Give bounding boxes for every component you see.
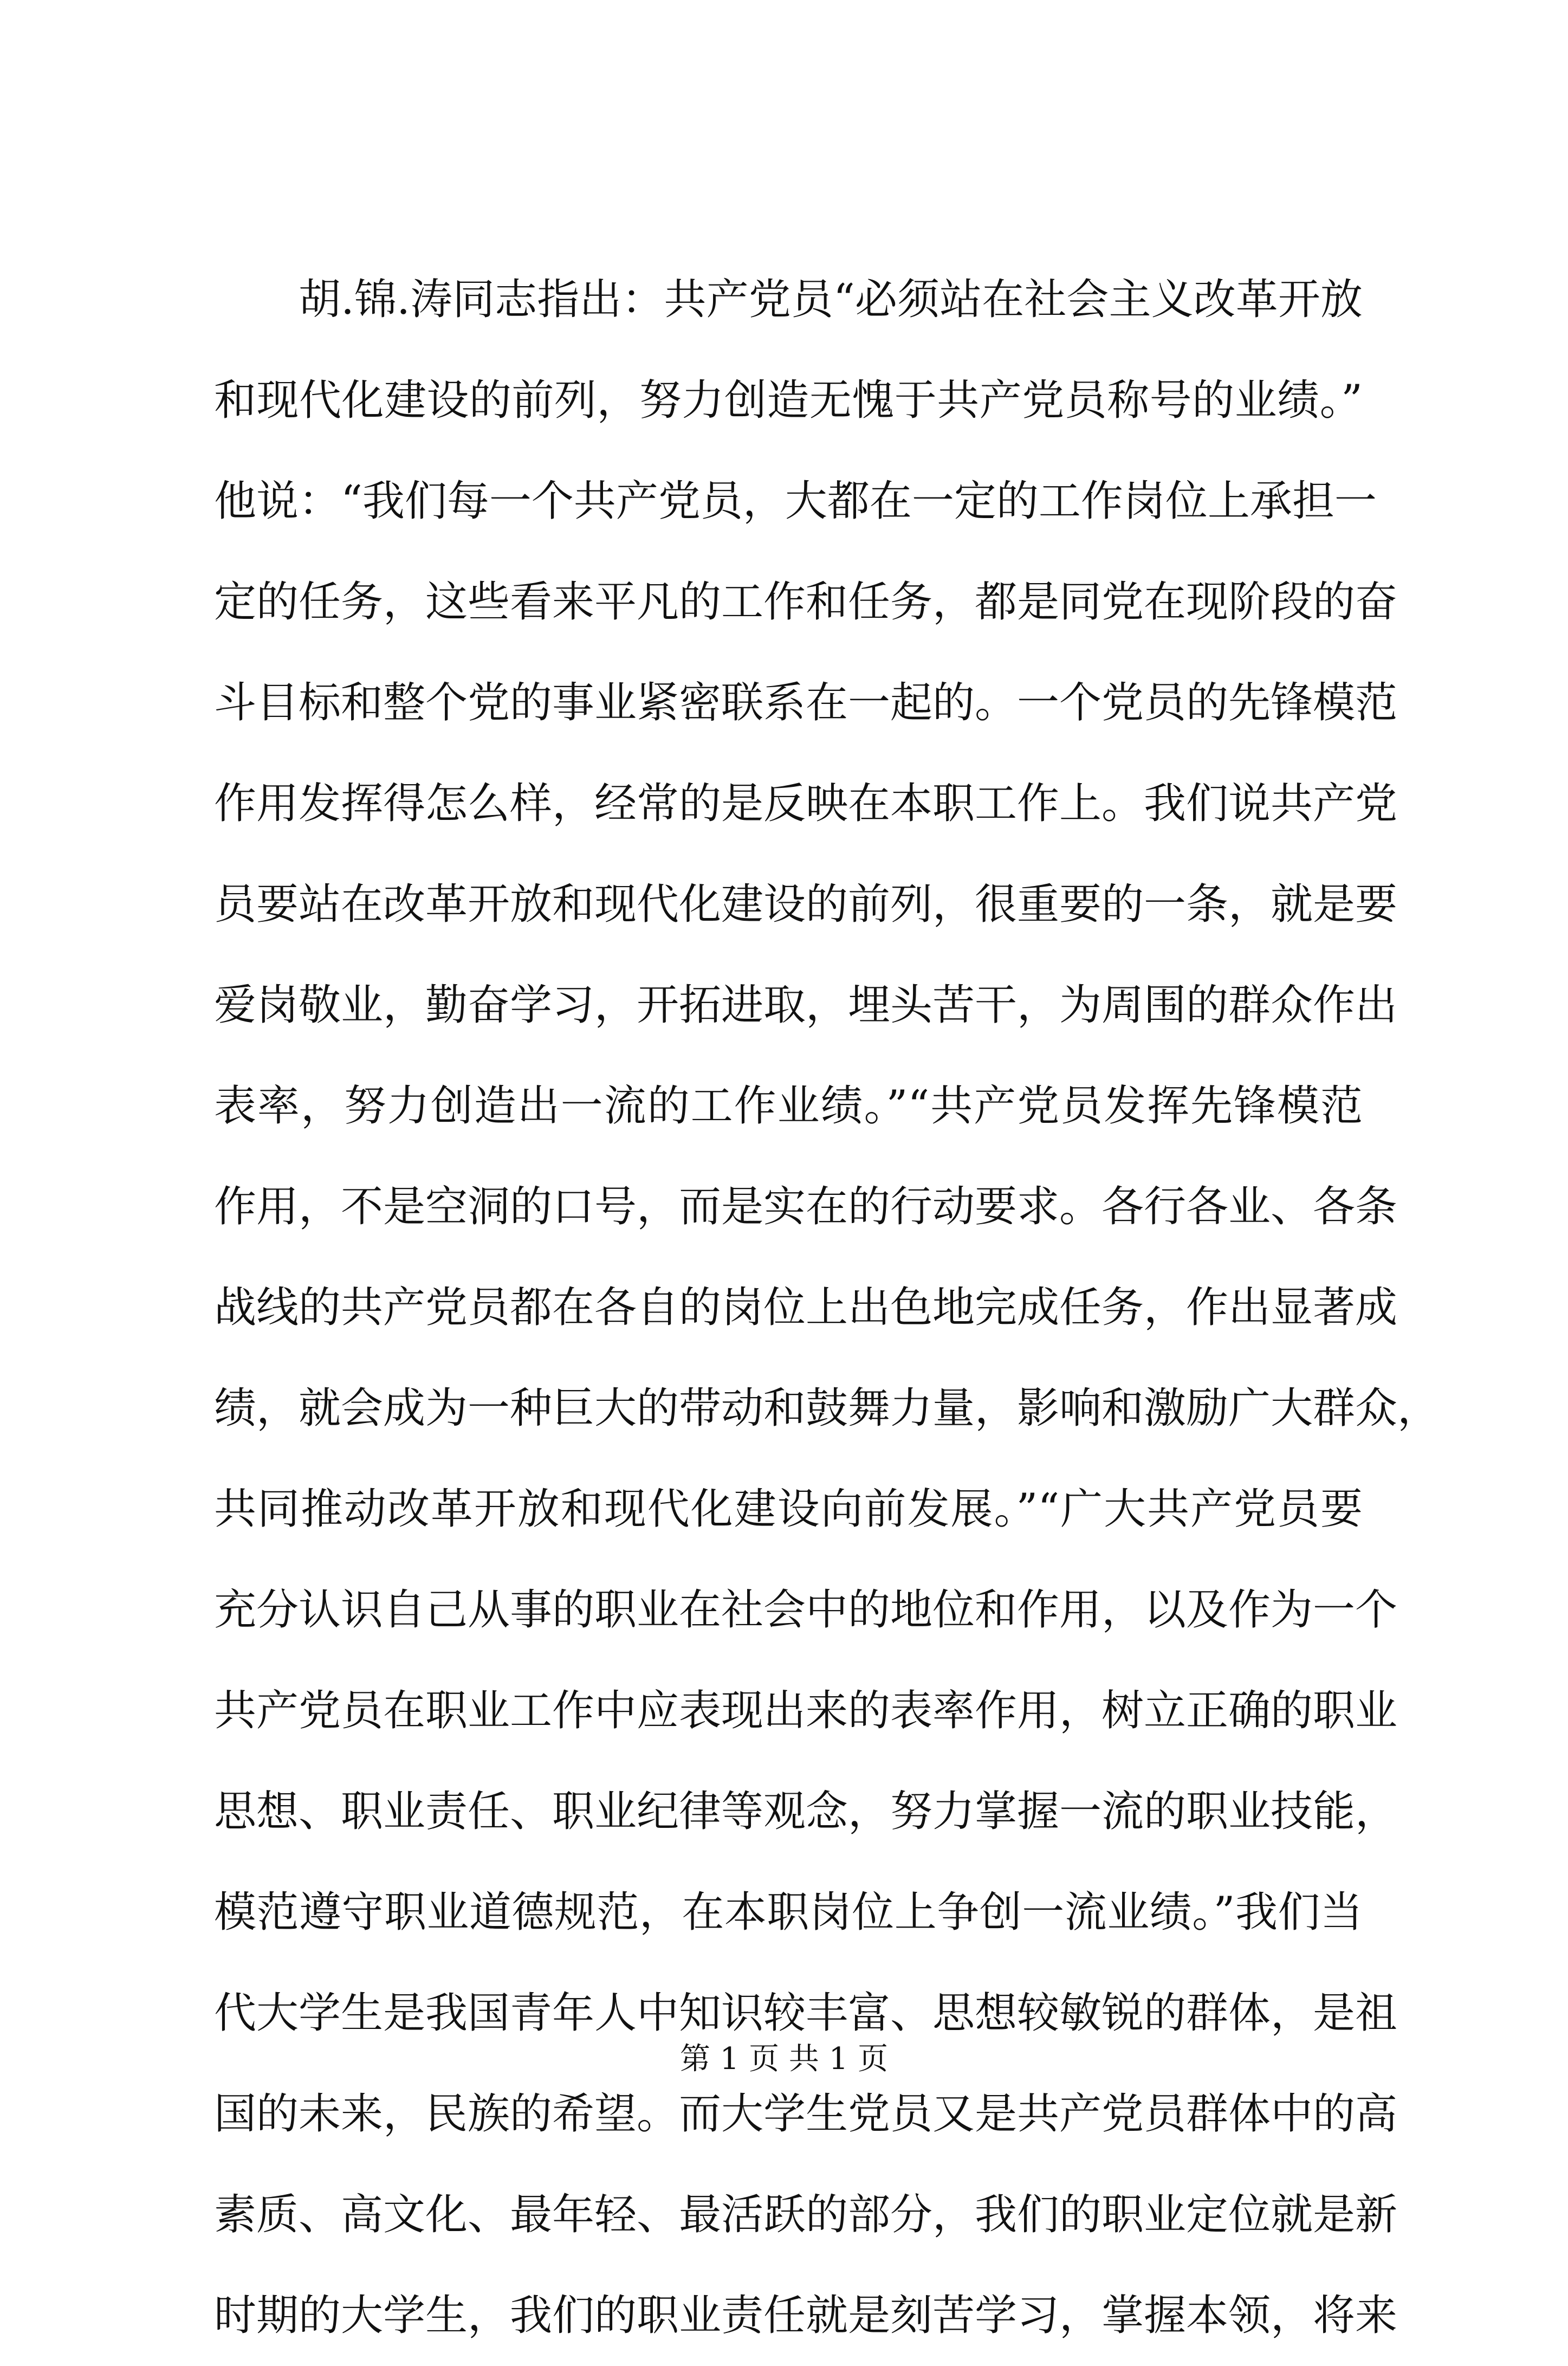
- text-line: 爱岗敬业，勤奋学习，开拓进取，埋头苦干，为周围的群众作出: [214, 981, 1398, 1030]
- text-line: 时期的大学生，我们的职业责任就是刻苦学习，掌握本领，将来: [214, 2291, 1398, 2340]
- text-line: 共产党员在职业工作中应表现出来的表率作用，树立正确的职业: [214, 1686, 1398, 1735]
- text-line: 作用发挥得怎么样，经常的是反映在本职工作上。我们说共产党: [214, 779, 1398, 828]
- text-line: 斗目标和整个党的事业紧密联系在一起的。一个党员的先锋模范: [214, 678, 1398, 727]
- text-line: 作用，不是空洞的口号，而是实在的行动要求。各行各业、各条: [214, 1182, 1398, 1231]
- text-line: 和现代化建设的前列，努力创造无愧于共产党员称号的业绩。”: [214, 376, 1363, 425]
- text-line: 定的任务，这些看来平凡的工作和任务，都是同党在现阶段的奋: [214, 578, 1398, 626]
- text-line: 模范遵守职业道德规范，在本职岗位上争创一流业绩。”我们当: [214, 1888, 1363, 1937]
- page-footer: 第 1 页 共 1 页: [679, 2041, 889, 2077]
- text-line: 表率，努力创造出一流的工作业绩。”“共产党员发挥先锋模范: [214, 1082, 1363, 1130]
- text-line: 充分认识自己从事的职业在社会中的地位和作用，以及作为一个: [214, 1586, 1398, 1634]
- text-line: 共同推动改革开放和现代化建设向前发展。”“广大共产党员要: [214, 1485, 1363, 1534]
- text-line: 绩，就会成为一种巨大的带动和鼓舞力量，影响和激励广大群众，: [214, 1384, 1440, 1433]
- text-line: 他说：“我们每一个共产党员，大都在一定的工作岗位上承担一: [214, 477, 1377, 526]
- text-line: 素质、高文化、最年轻、最活跃的部分，我们的职业定位就是新: [214, 2190, 1398, 2239]
- text-line: 员要站在改革开放和现代化建设的前列，很重要的一条，就是要: [214, 880, 1398, 929]
- text-line: 胡.锦.涛同志指出：共产党员“必须站在社会主义改革开放: [299, 275, 1363, 324]
- text-line: 思想、职业责任、职业纪律等观念，努力掌握一流的职业技能，: [214, 1787, 1398, 1836]
- text-line: 战线的共产党员都在各自的岗位上出色地完成任务，作出显著成: [214, 1283, 1398, 1332]
- text-line: 国的未来，民族的希望。而大学生党员又是共产党员群体中的高: [214, 2090, 1398, 2138]
- text-line: 代大学生是我国青年人中知识较丰富、思想较敏锐的群体，是祖: [214, 1989, 1398, 2038]
